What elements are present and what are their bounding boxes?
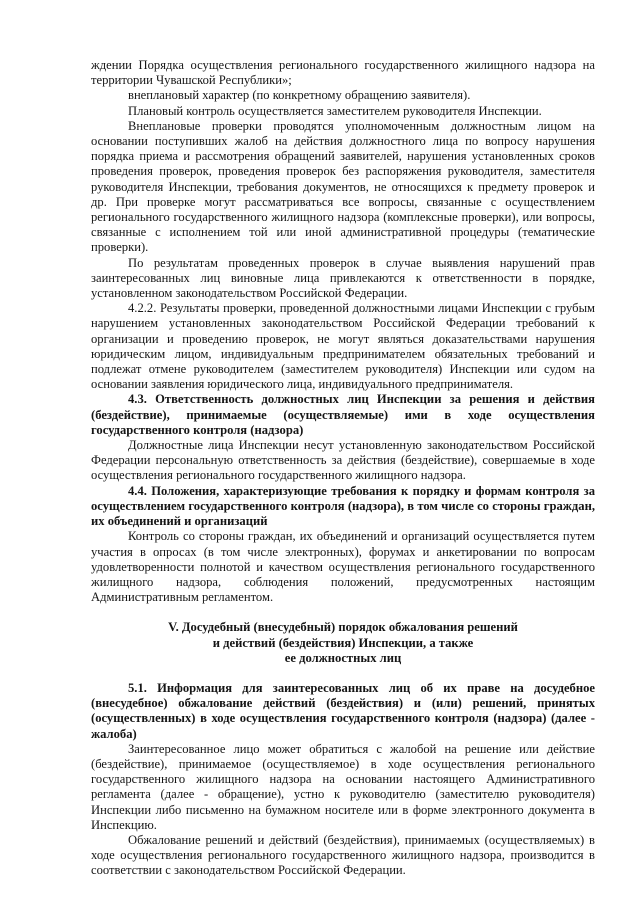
chapter-title-line-3: ее должностных лиц [284, 650, 402, 665]
chapter-title-line-1: V. Досудебный (внесудебный) порядок обжалования решений [168, 620, 518, 635]
paragraph: Должностные лица Инспекции несут установленную законодательством Российской Федерации персональную ответственность за действия (бездействие), совершаемые в ходе осуществления регионального государственного жилищного надзора. [91, 438, 595, 483]
paragraph: ждении Порядка осуществления регионального государственного жилищного надзора на территории Чувашской Республики»; [91, 58, 595, 88]
paragraph: Обжалование решений и действий (бездействия), принимаемых (осуществляемых) в ходе осуществления регионального государственного жилищного надзора, производится в соответствии с законодательством Российской Федерации. [91, 832, 595, 878]
paragraph: Внеплановые проверки проводятся уполномоченным должностным лицом на основании поступивших жалоб на действия должностного лица по вопросу нарушения порядка приема и рассмотрения обращений заявителей, нарушения установленных сроков проведения проверок, проведения проверок без распоряжения руководителя, заместителя руководителя Инспекции, требования документов, не относящихся к предмету проверок и др. При проверке могут рассматриваться все вопросы, связанные с осуществлением регионального государственного жилищного надзора (комплексные проверки), или вопросы, связанные с исполнением той или иной административной процедуры (тематические проверки). [91, 118, 595, 255]
chapter-title-line-2: и действий (бездействия) Инспекции, а также [212, 635, 474, 650]
paragraph: Плановый контроль осуществляется заместителем руководителя Инспекции. [128, 103, 542, 118]
section-heading-4-3: 4.3. Ответственность должностных лиц Инспекции за решения и действия (бездействие), принимаемые (осуществляемые) ими в ходе осуществления государственного контроля (надзора) [91, 392, 595, 437]
spacer [91, 666, 595, 681]
section-heading-5-1: 5.1. Информация для заинтересованных лиц об их праве на досудебное (внесудебное) обжалование действий (бездействия) и (или) решений, принятых (осуществленных) в ходе осуществления государственного контроля (надзора) (далее - жалоба) [91, 680, 595, 741]
section-heading-4-4: 4.4. Положения, характеризующие требования к порядку и формам контроля за осуществлением государственного контроля (надзора), в том числе со стороны граждан, их объединений и организаций [91, 483, 595, 529]
paragraph: Заинтересованное лицо может обратиться с жалобой на решение или действие (бездействие), принимаемое (осуществляемое) в ходе осуществления регионального государственного жилищного надзора на основании настоящего Административного регламента (далее - обращение), устно к руководителю (заместителю руководителя) Инспекции либо письменно на бумажном носителе или в форме электронного документа в Инспекцию. [91, 741, 595, 832]
spacer [91, 605, 595, 620]
paragraph: 4.2.2. Результаты проверки, проведенной должностными лицами Инспекции с грубым нарушением установленных законодательством Российской Федерации требований к организации и проведению проверок, не могут являться доказательствами нарушения юридическим лицом, индивидуальным предпринимателем обязательных требований и подлежат отмене руководителем (заместителем руководителя) Инспекции или судом на основании заявления юридического лица, индивидуального предпринимателя. [91, 301, 595, 392]
paragraph: Контроль со стороны граждан, их объединений и организаций осуществляется путем участия в опросах (в том числе электронных), форумах и анкетировании по вопросам удовлетворенности полнотой и качеством осуществления регионального государственного жилищного надзора, соблюдения положений, предусмотренных настоящим Административным регламентом. [91, 529, 595, 605]
document-page [91, 58, 595, 879]
paragraph: внеплановый характер (по конкретному обращению заявителя). [128, 88, 471, 103]
paragraph: По результатам проведенных проверок в случае выявления нарушений прав заинтересованных лиц виновные лица привлекаются к ответственности в порядке, установленном законодательством Российской Федерации. [91, 255, 595, 301]
